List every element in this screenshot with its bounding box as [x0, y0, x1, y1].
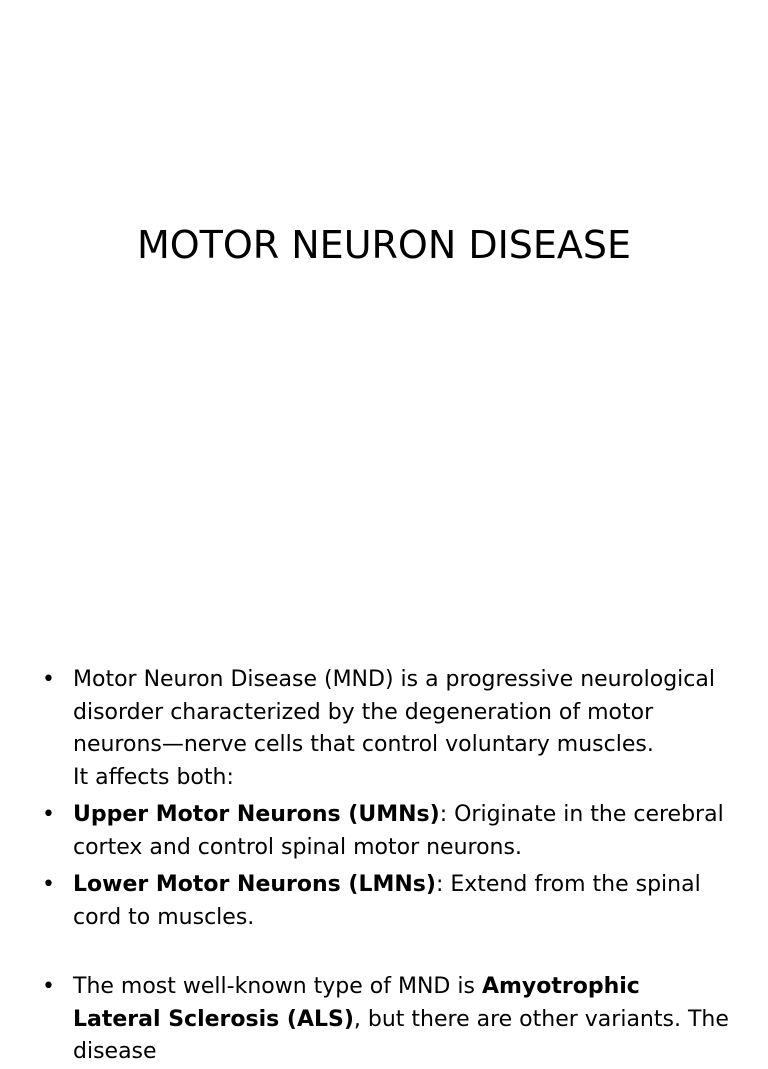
bullet-item-mnd-definition — [40, 664, 730, 794]
bullet-text: : Extend from the spinal cord to muscles. — [73, 872, 701, 930]
bullet-bold-term: Upper Motor Neurons (UMNs) — [73, 802, 440, 827]
bullet-item-lmn — [40, 869, 730, 934]
bullet-icon: • — [42, 802, 55, 827]
bullet-text: : Originate in the cerebral cortex and control spinal motor neurons. — [73, 802, 724, 860]
bullet-icon: • — [42, 974, 55, 999]
slide-title: MOTOR NEURON DISEASE — [136, 223, 632, 267]
bullet-list — [40, 664, 730, 1069]
bullet-bold-term: Amyotrophic Lateral Sclerosis (ALS) — [73, 974, 640, 1032]
bullet-icon: • — [42, 872, 55, 897]
bullet-item-umn — [40, 799, 730, 864]
bullet-line: neurons—nerve cells that control voluntary muscles. — [73, 732, 654, 757]
bullet-item-als — [40, 971, 730, 1069]
bullet-line: It affects both: — [73, 764, 234, 790]
bullet-line: Motor Neuron Disease (MND) is a progressive neurological — [73, 667, 715, 692]
bullet-bold-term: Lower Motor Neurons (LMNs) — [73, 872, 436, 897]
bullet-text: , but there are other variants. The disease — [73, 1006, 729, 1064]
bullet-line: disorder characterized by the degeneration of motor — [73, 699, 654, 725]
bullet-text: The most well-known type of MND is — [73, 974, 482, 999]
bullet-icon: • — [42, 667, 55, 692]
